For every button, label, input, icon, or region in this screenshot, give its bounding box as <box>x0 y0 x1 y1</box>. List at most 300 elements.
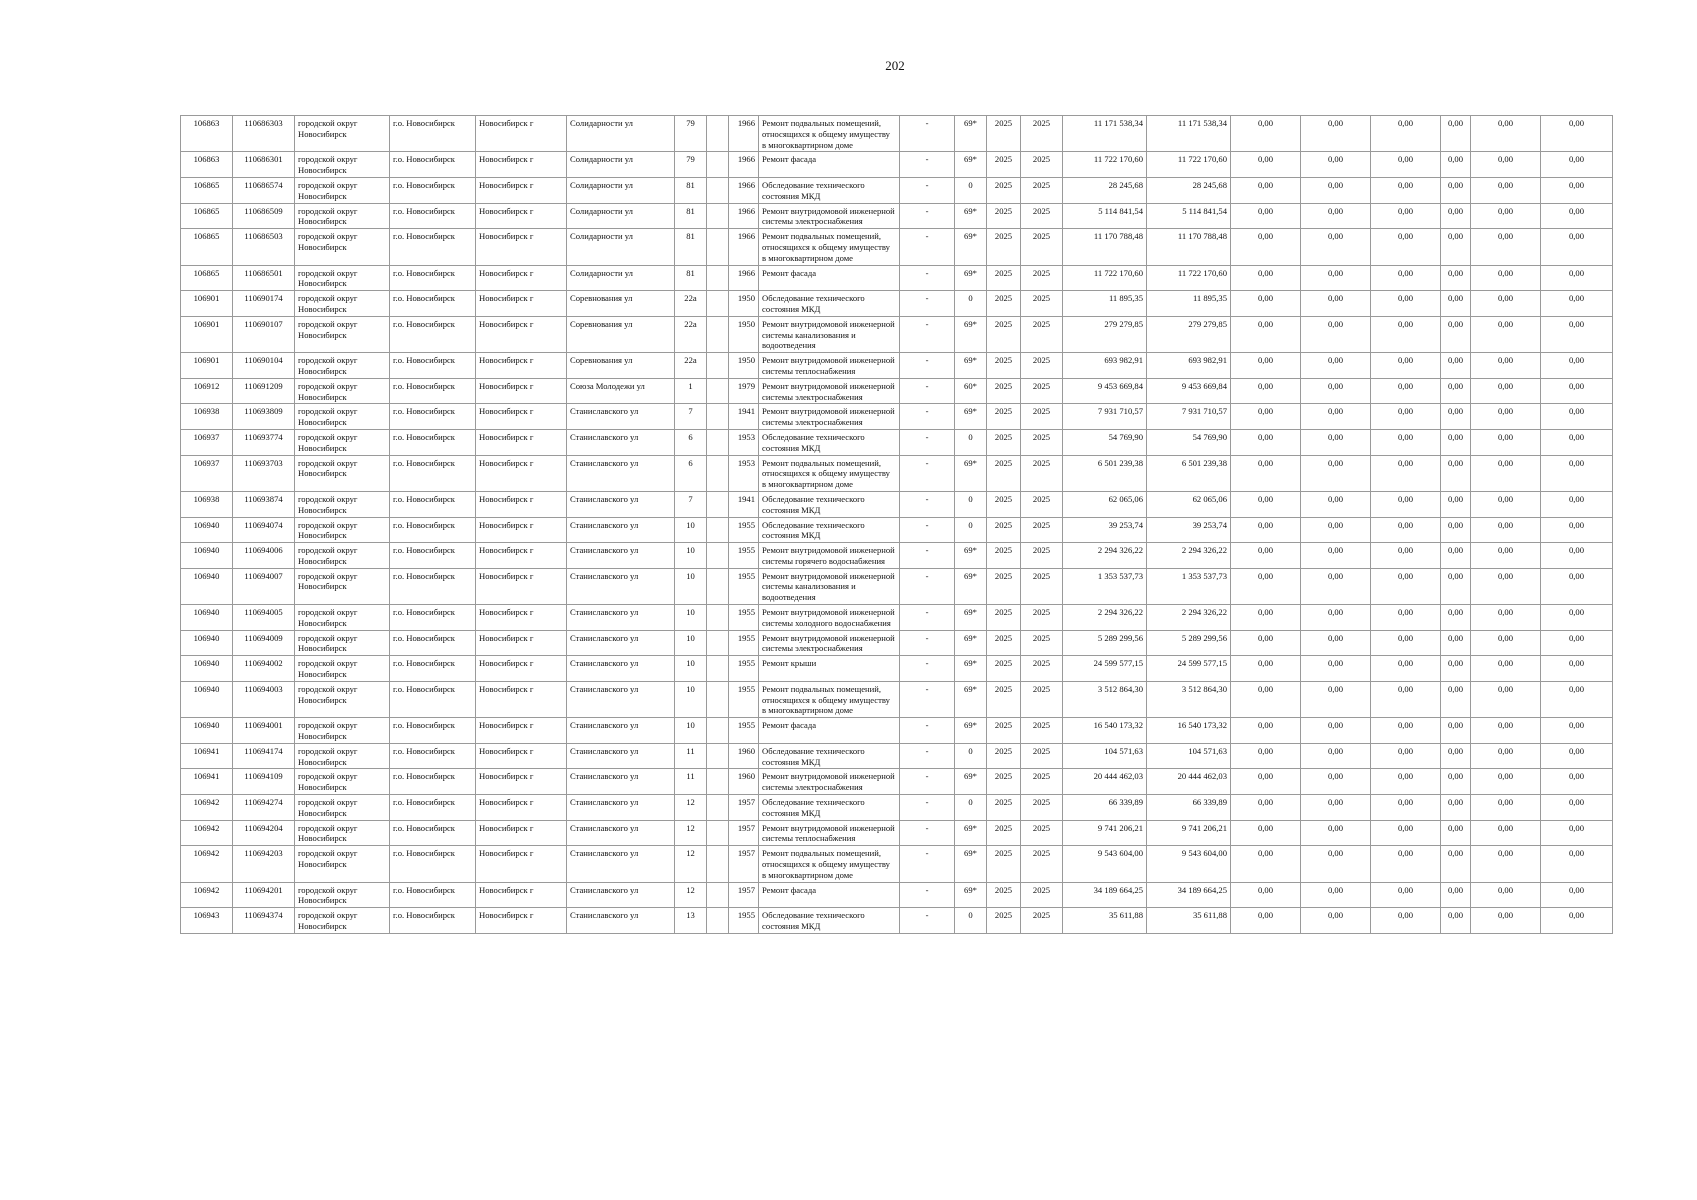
cell-district: г.о. Новосибирск <box>390 291 476 317</box>
cell-dash: - <box>900 769 955 795</box>
registry-table <box>180 115 1613 934</box>
cell-cost-total: 5 114 841,54 <box>1063 203 1147 229</box>
cell-cost-total: 24 599 577,15 <box>1063 656 1147 682</box>
cell-object-id: 106940 <box>181 630 233 656</box>
cell-object-id: 106941 <box>181 769 233 795</box>
cell-year-end: 2025 <box>1021 517 1063 543</box>
cell-cost-col-22: 0,00 <box>1541 681 1613 717</box>
cell-district: г.о. Новосибирск <box>390 568 476 604</box>
cell-street: Соревнования ул <box>567 316 675 352</box>
cell-cost-col-19: 0,00 <box>1371 265 1441 291</box>
cell-street: Станиславского ул <box>567 681 675 717</box>
cell-building <box>707 229 729 265</box>
cell-dash: - <box>900 543 955 569</box>
cell-object-id: 106938 <box>181 491 233 517</box>
cell-street: Солидарности ул <box>567 265 675 291</box>
cell-house-number: 12 <box>675 882 707 908</box>
cell-street: Станиславского ул <box>567 491 675 517</box>
cell-cost-col-22: 0,00 <box>1541 882 1613 908</box>
cell-year-end: 2025 <box>1021 908 1063 934</box>
cell-cost-col-22: 0,00 <box>1541 378 1613 404</box>
table-row <box>181 656 1613 682</box>
cell-building <box>707 404 729 430</box>
table-row <box>181 882 1613 908</box>
cell-cost-col-22: 0,00 <box>1541 630 1613 656</box>
cell-cost-col-18: 0,00 <box>1301 718 1371 744</box>
cell-cost-col-22: 0,00 <box>1541 795 1613 821</box>
cell-cost-col-19: 0,00 <box>1371 353 1441 379</box>
cell-year-end: 2025 <box>1021 846 1063 882</box>
table-row <box>181 291 1613 317</box>
cell-percent: 0 <box>955 908 987 934</box>
cell-cost-col-20: 0,00 <box>1441 605 1471 631</box>
cell-building <box>707 353 729 379</box>
cell-year-start: 2025 <box>987 455 1021 491</box>
cell-building <box>707 177 729 203</box>
cell-cost-col-19: 0,00 <box>1371 656 1441 682</box>
cell-year-end: 2025 <box>1021 265 1063 291</box>
cell-year-end: 2025 <box>1021 743 1063 769</box>
cell-cost-fund: 39 253,74 <box>1147 517 1231 543</box>
cell-locality: Новосибирск г <box>476 404 567 430</box>
cell-year-start: 2025 <box>987 291 1021 317</box>
table-row <box>181 316 1613 352</box>
cell-house-number: 22а <box>675 291 707 317</box>
cell-percent: 0 <box>955 291 987 317</box>
cell-cost-col-22: 0,00 <box>1541 846 1613 882</box>
cell-percent: 69* <box>955 203 987 229</box>
cell-house-number: 6 <box>675 429 707 455</box>
cell-dash: - <box>900 152 955 178</box>
cell-municipality: городской округ Новосибирск <box>295 820 390 846</box>
cell-work-id: 110694203 <box>233 846 295 882</box>
cell-cost-total: 6 501 239,38 <box>1063 455 1147 491</box>
cell-object-id: 106865 <box>181 203 233 229</box>
cell-cost-col-22: 0,00 <box>1541 908 1613 934</box>
cell-municipality: городской округ Новосибирск <box>295 455 390 491</box>
cell-work-id: 110686301 <box>233 152 295 178</box>
cell-house-number: 13 <box>675 908 707 934</box>
cell-year-built: 1950 <box>729 291 759 317</box>
cell-work-type: Обследование технического состояния МКД <box>759 908 900 934</box>
cell-cost-col-19: 0,00 <box>1371 429 1441 455</box>
cell-cost-col-17: 0,00 <box>1231 291 1301 317</box>
cell-cost-total: 1 353 537,73 <box>1063 568 1147 604</box>
table-row <box>181 543 1613 569</box>
cell-cost-col-17: 0,00 <box>1231 316 1301 352</box>
cell-work-type: Обследование технического состояния МКД <box>759 429 900 455</box>
cell-year-end: 2025 <box>1021 769 1063 795</box>
cell-cost-col-21: 0,00 <box>1471 820 1541 846</box>
table-row <box>181 353 1613 379</box>
cell-cost-col-22: 0,00 <box>1541 491 1613 517</box>
cell-cost-col-19: 0,00 <box>1371 291 1441 317</box>
cell-house-number: 10 <box>675 656 707 682</box>
cell-locality: Новосибирск г <box>476 152 567 178</box>
cell-cost-col-17: 0,00 <box>1231 429 1301 455</box>
cell-cost-col-21: 0,00 <box>1471 908 1541 934</box>
cell-cost-fund: 11 170 788,48 <box>1147 229 1231 265</box>
cell-municipality: городской округ Новосибирск <box>295 605 390 631</box>
cell-locality: Новосибирск г <box>476 568 567 604</box>
cell-cost-col-21: 0,00 <box>1471 203 1541 229</box>
cell-year-end: 2025 <box>1021 882 1063 908</box>
cell-municipality: городской округ Новосибирск <box>295 846 390 882</box>
cell-work-id: 110693809 <box>233 404 295 430</box>
cell-building <box>707 846 729 882</box>
cell-building <box>707 429 729 455</box>
table-row <box>181 820 1613 846</box>
cell-work-id: 110686509 <box>233 203 295 229</box>
cell-cost-fund: 62 065,06 <box>1147 491 1231 517</box>
cell-cost-col-21: 0,00 <box>1471 265 1541 291</box>
cell-municipality: городской округ Новосибирск <box>295 795 390 821</box>
cell-cost-fund: 9 543 604,00 <box>1147 846 1231 882</box>
cell-dash: - <box>900 718 955 744</box>
cell-percent: 0 <box>955 177 987 203</box>
cell-percent: 69* <box>955 630 987 656</box>
cell-year-built: 1957 <box>729 846 759 882</box>
cell-work-type: Обследование технического состояния МКД <box>759 743 900 769</box>
cell-year-built: 1960 <box>729 743 759 769</box>
cell-cost-col-21: 0,00 <box>1471 656 1541 682</box>
cell-percent: 69* <box>955 820 987 846</box>
cell-house-number: 10 <box>675 517 707 543</box>
cell-object-id: 106940 <box>181 656 233 682</box>
cell-district: г.о. Новосибирск <box>390 846 476 882</box>
cell-district: г.о. Новосибирск <box>390 203 476 229</box>
cell-cost-col-19: 0,00 <box>1371 378 1441 404</box>
cell-cost-col-22: 0,00 <box>1541 568 1613 604</box>
cell-building <box>707 605 729 631</box>
cell-percent: 0 <box>955 429 987 455</box>
cell-cost-total: 39 253,74 <box>1063 517 1147 543</box>
cell-cost-col-19: 0,00 <box>1371 743 1441 769</box>
cell-cost-col-19: 0,00 <box>1371 116 1441 152</box>
cell-cost-col-18: 0,00 <box>1301 743 1371 769</box>
cell-municipality: городской округ Новосибирск <box>295 116 390 152</box>
cell-object-id: 106940 <box>181 718 233 744</box>
cell-district: г.о. Новосибирск <box>390 316 476 352</box>
cell-cost-total: 279 279,85 <box>1063 316 1147 352</box>
cell-cost-col-20: 0,00 <box>1441 743 1471 769</box>
cell-building <box>707 718 729 744</box>
cell-locality: Новосибирск г <box>476 378 567 404</box>
cell-year-start: 2025 <box>987 116 1021 152</box>
cell-year-built: 1957 <box>729 820 759 846</box>
cell-municipality: городской округ Новосибирск <box>295 316 390 352</box>
cell-year-start: 2025 <box>987 769 1021 795</box>
cell-cost-col-22: 0,00 <box>1541 404 1613 430</box>
cell-house-number: 79 <box>675 116 707 152</box>
cell-house-number: 10 <box>675 543 707 569</box>
cell-house-number: 10 <box>675 681 707 717</box>
cell-dash: - <box>900 429 955 455</box>
cell-cost-total: 9 741 206,21 <box>1063 820 1147 846</box>
cell-cost-col-18: 0,00 <box>1301 316 1371 352</box>
cell-cost-col-17: 0,00 <box>1231 743 1301 769</box>
cell-percent: 69* <box>955 882 987 908</box>
cell-cost-col-17: 0,00 <box>1231 605 1301 631</box>
cell-street: Станиславского ул <box>567 769 675 795</box>
cell-year-built: 1966 <box>729 152 759 178</box>
cell-locality: Новосибирск г <box>476 630 567 656</box>
cell-locality: Новосибирск г <box>476 908 567 934</box>
cell-cost-col-20: 0,00 <box>1441 265 1471 291</box>
cell-house-number: 10 <box>675 718 707 744</box>
cell-year-start: 2025 <box>987 568 1021 604</box>
cell-house-number: 10 <box>675 568 707 604</box>
cell-cost-total: 54 769,90 <box>1063 429 1147 455</box>
cell-municipality: городской округ Новосибирск <box>295 769 390 795</box>
cell-cost-col-22: 0,00 <box>1541 229 1613 265</box>
cell-cost-col-20: 0,00 <box>1441 316 1471 352</box>
cell-cost-col-19: 0,00 <box>1371 517 1441 543</box>
cell-building <box>707 203 729 229</box>
cell-cost-col-20: 0,00 <box>1441 543 1471 569</box>
cell-percent: 69* <box>955 718 987 744</box>
cell-locality: Новосибирск г <box>476 543 567 569</box>
cell-work-id: 110694201 <box>233 882 295 908</box>
cell-cost-total: 9 543 604,00 <box>1063 846 1147 882</box>
cell-object-id: 106863 <box>181 152 233 178</box>
cell-year-end: 2025 <box>1021 203 1063 229</box>
cell-cost-col-18: 0,00 <box>1301 291 1371 317</box>
cell-dash: - <box>900 291 955 317</box>
cell-dash: - <box>900 316 955 352</box>
cell-cost-col-21: 0,00 <box>1471 429 1541 455</box>
cell-locality: Новосибирск г <box>476 177 567 203</box>
cell-year-start: 2025 <box>987 882 1021 908</box>
cell-object-id: 106865 <box>181 265 233 291</box>
cell-street: Солидарности ул <box>567 177 675 203</box>
cell-percent: 69* <box>955 152 987 178</box>
cell-year-start: 2025 <box>987 795 1021 821</box>
table-row <box>181 681 1613 717</box>
cell-cost-col-21: 0,00 <box>1471 291 1541 317</box>
cell-work-id: 110694174 <box>233 743 295 769</box>
cell-work-type: Ремонт фасада <box>759 265 900 291</box>
cell-municipality: городской округ Новосибирск <box>295 291 390 317</box>
cell-district: г.о. Новосибирск <box>390 820 476 846</box>
cell-year-start: 2025 <box>987 491 1021 517</box>
cell-locality: Новосибирск г <box>476 718 567 744</box>
cell-cost-total: 9 453 669,84 <box>1063 378 1147 404</box>
cell-year-built: 1966 <box>729 177 759 203</box>
cell-house-number: 79 <box>675 152 707 178</box>
cell-object-id: 106940 <box>181 681 233 717</box>
cell-cost-col-22: 0,00 <box>1541 769 1613 795</box>
cell-work-id: 110690104 <box>233 353 295 379</box>
cell-cost-col-22: 0,00 <box>1541 116 1613 152</box>
cell-cost-col-19: 0,00 <box>1371 605 1441 631</box>
cell-work-id: 110686303 <box>233 116 295 152</box>
table-row <box>181 517 1613 543</box>
table-row <box>181 568 1613 604</box>
cell-district: г.о. Новосибирск <box>390 455 476 491</box>
cell-dash: - <box>900 404 955 430</box>
cell-municipality: городской округ Новосибирск <box>295 203 390 229</box>
cell-cost-col-19: 0,00 <box>1371 152 1441 178</box>
cell-work-type: Ремонт фасада <box>759 718 900 744</box>
cell-cost-col-21: 0,00 <box>1471 455 1541 491</box>
cell-cost-col-19: 0,00 <box>1371 316 1441 352</box>
cell-building <box>707 743 729 769</box>
table-row <box>181 846 1613 882</box>
cell-year-end: 2025 <box>1021 229 1063 265</box>
cell-cost-col-22: 0,00 <box>1541 316 1613 352</box>
cell-work-type: Ремонт внутридомовой инженерной системы теплоснабжения <box>759 353 900 379</box>
cell-year-start: 2025 <box>987 378 1021 404</box>
cell-street: Соревнования ул <box>567 291 675 317</box>
cell-cost-col-20: 0,00 <box>1441 568 1471 604</box>
cell-percent: 69* <box>955 568 987 604</box>
cell-year-end: 2025 <box>1021 353 1063 379</box>
cell-year-built: 1955 <box>729 656 759 682</box>
cell-object-id: 106943 <box>181 908 233 934</box>
cell-percent: 69* <box>955 229 987 265</box>
cell-cost-fund: 24 599 577,15 <box>1147 656 1231 682</box>
cell-building <box>707 882 729 908</box>
cell-cost-col-22: 0,00 <box>1541 203 1613 229</box>
cell-year-start: 2025 <box>987 353 1021 379</box>
cell-dash: - <box>900 605 955 631</box>
cell-year-built: 1979 <box>729 378 759 404</box>
table-row <box>181 630 1613 656</box>
cell-year-end: 2025 <box>1021 605 1063 631</box>
cell-cost-fund: 5 114 841,54 <box>1147 203 1231 229</box>
cell-cost-col-17: 0,00 <box>1231 203 1301 229</box>
cell-year-start: 2025 <box>987 605 1021 631</box>
cell-cost-col-19: 0,00 <box>1371 630 1441 656</box>
cell-building <box>707 316 729 352</box>
cell-cost-col-21: 0,00 <box>1471 718 1541 744</box>
cell-cost-col-22: 0,00 <box>1541 517 1613 543</box>
cell-street: Станиславского ул <box>567 882 675 908</box>
cell-cost-col-20: 0,00 <box>1441 177 1471 203</box>
cell-year-start: 2025 <box>987 152 1021 178</box>
cell-year-built: 1957 <box>729 795 759 821</box>
cell-street: Станиславского ул <box>567 908 675 934</box>
cell-year-built: 1966 <box>729 116 759 152</box>
cell-dash: - <box>900 630 955 656</box>
cell-cost-col-22: 0,00 <box>1541 353 1613 379</box>
cell-locality: Новосибирск г <box>476 681 567 717</box>
cell-percent: 69* <box>955 316 987 352</box>
cell-building <box>707 820 729 846</box>
cell-work-type: Обследование технического состояния МКД <box>759 795 900 821</box>
cell-cost-col-20: 0,00 <box>1441 908 1471 934</box>
table-row <box>181 116 1613 152</box>
cell-percent: 69* <box>955 455 987 491</box>
cell-cost-fund: 7 931 710,57 <box>1147 404 1231 430</box>
cell-year-start: 2025 <box>987 656 1021 682</box>
cell-house-number: 12 <box>675 846 707 882</box>
cell-cost-col-20: 0,00 <box>1441 656 1471 682</box>
cell-municipality: городской округ Новосибирск <box>295 630 390 656</box>
cell-percent: 0 <box>955 517 987 543</box>
cell-year-built: 1955 <box>729 681 759 717</box>
cell-cost-col-17: 0,00 <box>1231 116 1301 152</box>
cell-building <box>707 656 729 682</box>
cell-district: г.о. Новосибирск <box>390 429 476 455</box>
cell-cost-col-20: 0,00 <box>1441 404 1471 430</box>
cell-cost-col-21: 0,00 <box>1471 517 1541 543</box>
cell-street: Станиславского ул <box>567 517 675 543</box>
cell-work-type: Ремонт подвальных помещений, относящихся к общему имуществу в многоквартирном доме <box>759 455 900 491</box>
cell-year-start: 2025 <box>987 517 1021 543</box>
cell-district: г.о. Новосибирск <box>390 681 476 717</box>
cell-cost-col-17: 0,00 <box>1231 795 1301 821</box>
cell-dash: - <box>900 265 955 291</box>
table-row <box>181 152 1613 178</box>
cell-building <box>707 116 729 152</box>
cell-street: Станиславского ул <box>567 605 675 631</box>
cell-work-id: 110694003 <box>233 681 295 717</box>
cell-dash: - <box>900 353 955 379</box>
cell-cost-col-18: 0,00 <box>1301 630 1371 656</box>
cell-cost-col-22: 0,00 <box>1541 656 1613 682</box>
cell-percent: 69* <box>955 656 987 682</box>
cell-work-type: Ремонт подвальных помещений, относящихся к общему имуществу в многоквартирном доме <box>759 681 900 717</box>
cell-work-type: Обследование технического состояния МКД <box>759 291 900 317</box>
cell-cost-col-20: 0,00 <box>1441 846 1471 882</box>
table-row <box>181 605 1613 631</box>
cell-district: г.о. Новосибирск <box>390 265 476 291</box>
cell-year-built: 1941 <box>729 491 759 517</box>
cell-cost-col-21: 0,00 <box>1471 353 1541 379</box>
cell-house-number: 81 <box>675 177 707 203</box>
cell-cost-fund: 20 444 462,03 <box>1147 769 1231 795</box>
table-row <box>181 769 1613 795</box>
cell-district: г.о. Новосибирск <box>390 517 476 543</box>
cell-street: Солидарности ул <box>567 116 675 152</box>
cell-year-end: 2025 <box>1021 656 1063 682</box>
cell-work-type: Ремонт внутридомовой инженерной системы электроснабжения <box>759 630 900 656</box>
cell-work-id: 110693703 <box>233 455 295 491</box>
cell-cost-total: 2 294 326,22 <box>1063 605 1147 631</box>
cell-dash: - <box>900 177 955 203</box>
cell-cost-total: 7 931 710,57 <box>1063 404 1147 430</box>
cell-object-id: 106940 <box>181 517 233 543</box>
cell-locality: Новосибирск г <box>476 769 567 795</box>
cell-year-start: 2025 <box>987 718 1021 744</box>
cell-cost-col-22: 0,00 <box>1541 429 1613 455</box>
cell-cost-fund: 6 501 239,38 <box>1147 455 1231 491</box>
cell-work-type: Ремонт внутридомовой инженерной системы канализования и водоотведения <box>759 568 900 604</box>
cell-year-end: 2025 <box>1021 455 1063 491</box>
cell-object-id: 106865 <box>181 177 233 203</box>
cell-cost-col-22: 0,00 <box>1541 543 1613 569</box>
cell-work-id: 110690174 <box>233 291 295 317</box>
table-row <box>181 404 1613 430</box>
cell-municipality: городской округ Новосибирск <box>295 229 390 265</box>
cell-cost-col-18: 0,00 <box>1301 353 1371 379</box>
cell-cost-col-20: 0,00 <box>1441 517 1471 543</box>
table-row <box>181 229 1613 265</box>
cell-building <box>707 378 729 404</box>
cell-district: г.о. Новосибирск <box>390 404 476 430</box>
cell-cost-col-19: 0,00 <box>1371 543 1441 569</box>
cell-cost-col-20: 0,00 <box>1441 353 1471 379</box>
cell-cost-col-21: 0,00 <box>1471 177 1541 203</box>
cell-year-end: 2025 <box>1021 316 1063 352</box>
cell-dash: - <box>900 681 955 717</box>
cell-street: Солидарности ул <box>567 229 675 265</box>
cell-work-id: 110694274 <box>233 795 295 821</box>
cell-dash: - <box>900 455 955 491</box>
cell-percent: 0 <box>955 795 987 821</box>
